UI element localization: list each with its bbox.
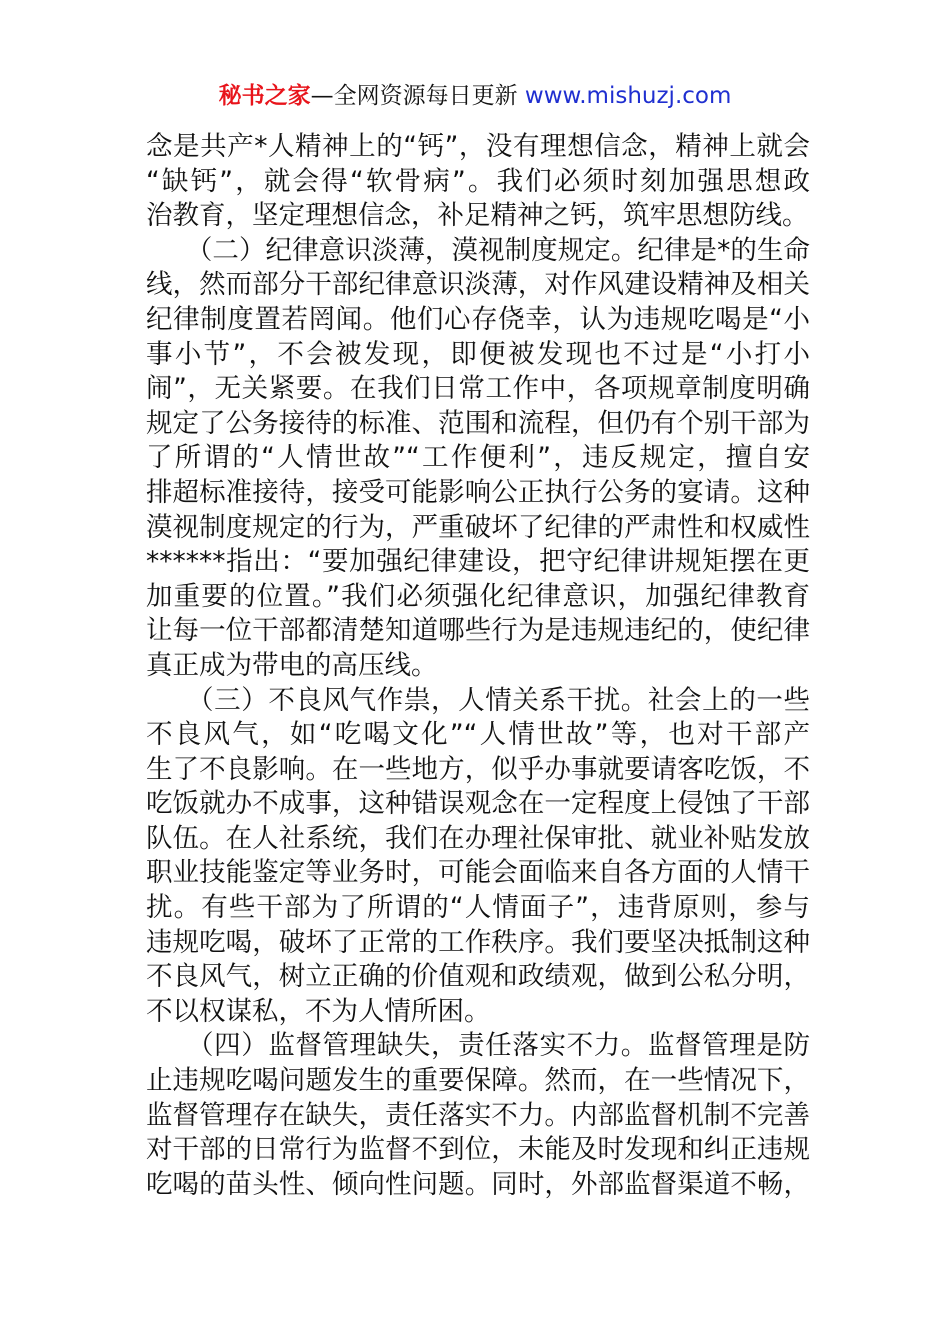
text-line: ******指出：“要加强纪律建设，把守纪律讲规矩摆在更 (146, 546, 810, 578)
paragraph-heading-line: （二）纪律意识淡薄，漠视制度规定。纪律是*的生命 (146, 234, 810, 266)
text-line: 违规吃喝，破坏了正常的工作秩序。我们要坚决抵制这种 (146, 926, 810, 958)
text-line: “缺钙”，就会得“软骨病”。我们必须时刻加强思想政 (146, 165, 810, 197)
document-body (146, 130, 810, 1202)
site-tagline: —全网资源每日更新 (310, 83, 525, 109)
text-line: 吃饭就办不成事，这种错误观念在一定程度上侵蚀了干部 (146, 788, 810, 820)
site-url-link[interactable]: www.mishuzj.com (524, 83, 732, 109)
text-line: 不以权谋私，不为人情所困。 (146, 995, 491, 1027)
paragraph-heading-line: （三）不良风气作祟，人情关系干扰。社会上的一些 (146, 684, 810, 716)
site-header (0, 80, 950, 112)
text-line: 念是共产*人精神上的“钙”，没有理想信念，精神上就会 (146, 131, 810, 162)
text-line: 职业技能鉴定等业务时，可能会面临来自各方面的人情干 (146, 857, 810, 889)
text-line: 对干部的日常行为监督不到位，未能及时发现和纠正违规 (146, 1134, 810, 1166)
text-line: 排超标准接待，接受可能影响公正执行公务的宴请。这种 (146, 476, 810, 508)
text-line: 监督管理存在缺失，责任落实不力。内部监督机制不完善 (146, 1099, 810, 1131)
text-line: 不良风气，树立正确的价值观和政绩观，做到公私分明， (146, 961, 810, 993)
site-brand: 秘书之家 (218, 83, 311, 109)
text-line: 真正成为带电的高压线。 (146, 649, 438, 681)
text-line: 闹”，无关紧要。在我们日常工作中，各项规章制度明确 (146, 373, 810, 405)
text-line: 生了不良影响。在一些地方，似乎办事就要请客吃饭，不 (146, 753, 810, 785)
text-line: 不良风气，如“吃喝文化”“人情世故”等，也对干部产 (146, 719, 810, 751)
text-line: 事小节”，不会被发现，即便被发现也不过是“小打小 (146, 338, 810, 370)
text-line: 吃喝的苗头性、倾向性问题。同时，外部监督渠道不畅， (146, 1168, 810, 1200)
text-line: 扰。有些干部为了所谓的“人情面子”，违背原则，参与 (146, 892, 810, 924)
text-line: 漠视制度规定的行为，严重破坏了纪律的严肃性和权威性 (146, 511, 810, 543)
text-line: 纪律制度置若罔闻。他们心存侥幸，认为违规吃喝是“小 (146, 303, 810, 335)
text-line: 规定了公务接待的标准、范围和流程，但仍有个别干部为 (146, 407, 810, 439)
paragraph-heading-line: （四）监督管理缺失，责任落实不力。监督管理是防 (146, 1030, 810, 1062)
text-line: 加重要的位置。”我们必须强化纪律意识，加强纪律教育 (146, 580, 810, 612)
text-line: 治教育，坚定理想信念，补足精神之钙，筑牢思想防线。 (146, 200, 809, 232)
text-line: 了所谓的“人情世故”“工作便利”，违反规定，擅自安 (146, 442, 810, 474)
text-line: 队伍。在人社系统，我们在办理社保审批、就业补贴发放 (146, 822, 810, 854)
text-line: 止违规吃喝问题发生的重要保障。然而，在一些情况下， (146, 1065, 810, 1097)
text-line: 让每一位干部都清楚知道哪些行为是违规违纪的，使纪律 (146, 615, 810, 647)
text-line: 线，然而部分干部纪律意识淡薄，对作风建设精神及相关 (146, 269, 810, 301)
